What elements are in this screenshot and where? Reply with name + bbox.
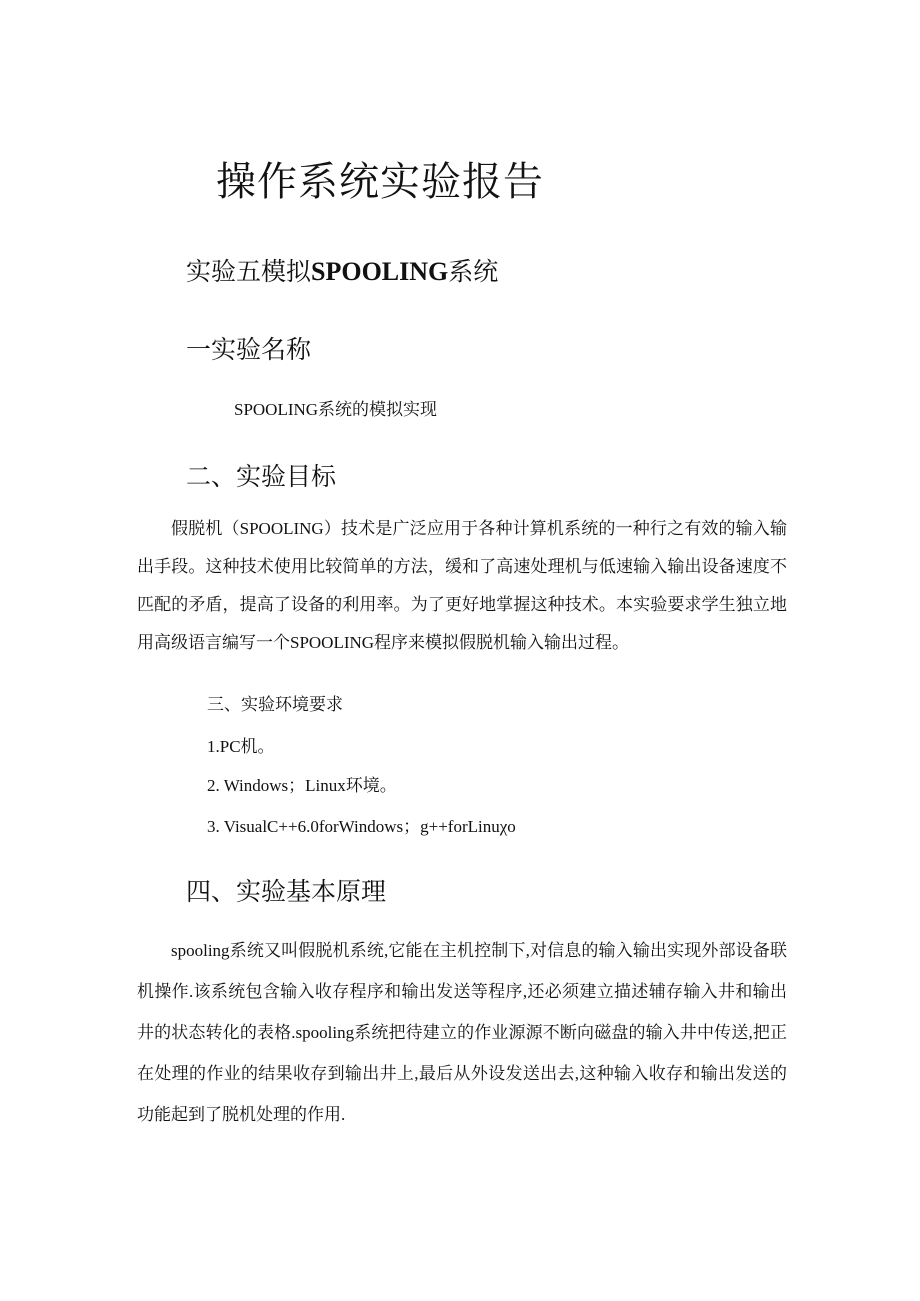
- section4-heading: 四、实验基本原理: [186, 877, 387, 906]
- section4-paragraph: spooling系统又叫假脱机系统,它能在主机控制下,对信息的输入输出实现外部设备联机操作.该系统包含输入收存程序和输出发送等程序,还必须建立描述辅存输入井和输出井的状态转化的表格.spooling系统把待建立的作业源源不断向磁盘的输入井中传送,把正在处理的作业的结果收存到输出井上,最后从外设发送出去,这种输入收存和输出发送的功能起到了脱机处理的作用.: [137, 941, 787, 1124]
- section3-heading: 三、实验环境要求: [207, 695, 343, 714]
- section3-item: 3. VisualC++6.0forWindows；g++forLinuχo: [207, 817, 516, 836]
- document-title: 操作系统实验报告: [216, 159, 544, 205]
- section2-paragraph: 假脱机（SPOOLING）技术是广泛应用于各种计算机系统的一种行之有效的输入输出手段。这种技术使用比较简单的方法，缓和了高速处理机与低速输入输出设备速度不匹配的矛盾，提高了设备的利用率。为了更好地掌握这种技术。本实验要求学生独立地用高级语言编写一个SPOOLING程序来模拟假脱机输入输出过程。: [137, 519, 787, 652]
- experiment-subtitle: [186, 252, 498, 288]
- section3-item: 2. Windows；Linux环境。: [207, 776, 397, 795]
- subtitle-latin: SPOOLING: [311, 257, 449, 286]
- section2-heading: 二、实验目标: [186, 462, 337, 491]
- section1-content: SPOOLING系统的模拟实现: [234, 400, 438, 419]
- section3-item: 1.PC机。: [207, 737, 275, 756]
- section1-heading: 一实验名称: [186, 335, 312, 364]
- subtitle-suffix: 系统: [448, 257, 499, 286]
- subtitle-prefix: 实验五模拟: [186, 257, 312, 286]
